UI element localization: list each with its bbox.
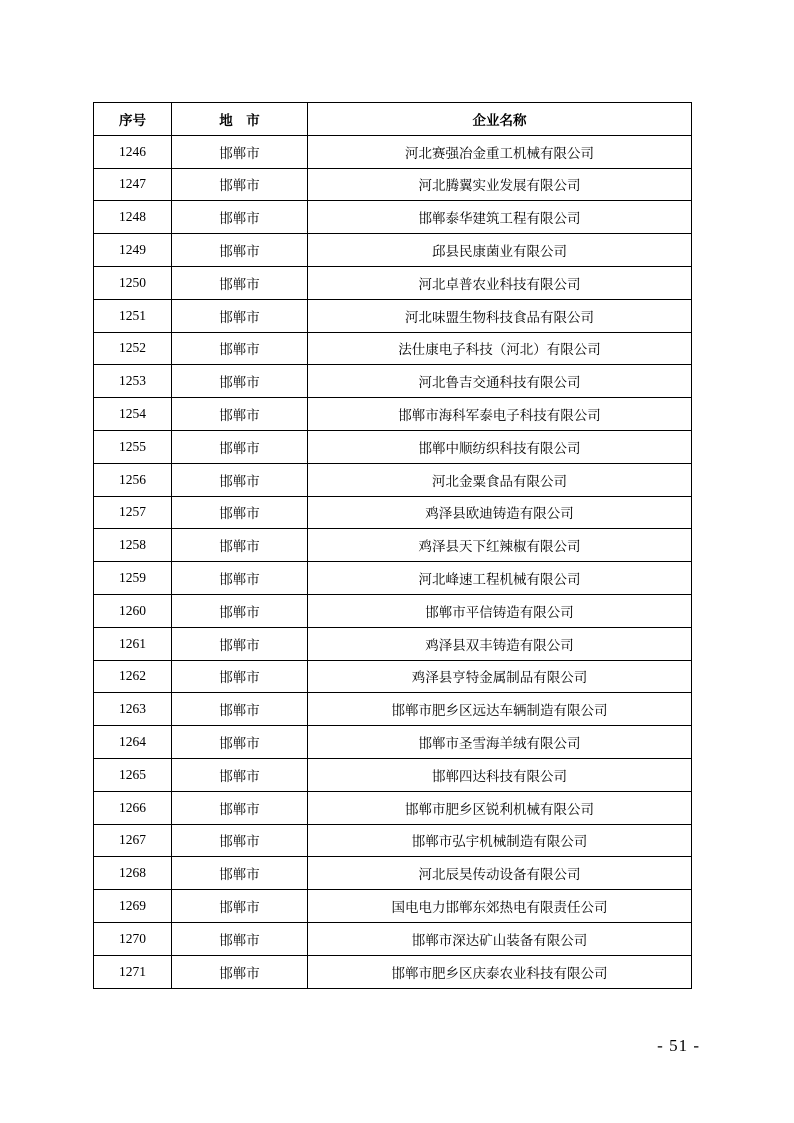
cell-city: 邯郸市 bbox=[172, 332, 308, 365]
cell-city: 邯郸市 bbox=[172, 430, 308, 463]
cell-city: 邯郸市 bbox=[172, 660, 308, 693]
cell-city: 邯郸市 bbox=[172, 890, 308, 923]
cell-company: 河北味盟生物科技食品有限公司 bbox=[308, 299, 692, 332]
cell-seq: 1263 bbox=[94, 693, 172, 726]
cell-city: 邯郸市 bbox=[172, 299, 308, 332]
cell-company: 河北赛强冶金重工机械有限公司 bbox=[308, 135, 692, 168]
table-row bbox=[94, 430, 692, 463]
page-number: - 51 - bbox=[657, 1036, 700, 1055]
cell-city: 邯郸市 bbox=[172, 726, 308, 759]
cell-seq: 1267 bbox=[94, 824, 172, 857]
cell-city: 邯郸市 bbox=[172, 627, 308, 660]
cell-city: 邯郸市 bbox=[172, 824, 308, 857]
cell-seq: 1271 bbox=[94, 955, 172, 988]
cell-seq: 1246 bbox=[94, 135, 172, 168]
cell-seq: 1256 bbox=[94, 463, 172, 496]
cell-city: 邯郸市 bbox=[172, 857, 308, 890]
cell-city: 邯郸市 bbox=[172, 955, 308, 988]
cell-company: 鸡泽县双丰铸造有限公司 bbox=[308, 627, 692, 660]
table-row bbox=[94, 168, 692, 201]
table-row bbox=[94, 955, 692, 988]
cell-seq: 1265 bbox=[94, 758, 172, 791]
cell-company: 邯郸市海科军泰电子科技有限公司 bbox=[308, 398, 692, 431]
table-row bbox=[94, 660, 692, 693]
cell-seq: 1264 bbox=[94, 726, 172, 759]
cell-city: 邯郸市 bbox=[172, 758, 308, 791]
cell-seq: 1269 bbox=[94, 890, 172, 923]
cell-company: 邱县民康菌业有限公司 bbox=[308, 234, 692, 267]
cell-company: 河北腾翼实业发展有限公司 bbox=[308, 168, 692, 201]
cell-city: 邯郸市 bbox=[172, 398, 308, 431]
table-row bbox=[94, 365, 692, 398]
table-row bbox=[94, 201, 692, 234]
table-row bbox=[94, 857, 692, 890]
cell-company: 河北金粟食品有限公司 bbox=[308, 463, 692, 496]
cell-company: 河北卓普农业科技有限公司 bbox=[308, 266, 692, 299]
cell-company: 邯郸市弘宇机械制造有限公司 bbox=[308, 824, 692, 857]
cell-company: 邯郸市平信铸造有限公司 bbox=[308, 594, 692, 627]
cell-company: 鸡泽县欧迪铸造有限公司 bbox=[308, 496, 692, 529]
cell-city: 邯郸市 bbox=[172, 266, 308, 299]
table-row bbox=[94, 758, 692, 791]
cell-city: 邯郸市 bbox=[172, 234, 308, 267]
header-city: 地 市 bbox=[172, 103, 308, 136]
cell-seq: 1258 bbox=[94, 529, 172, 562]
table-row bbox=[94, 693, 692, 726]
cell-company: 国电电力邯郸东郊热电有限责任公司 bbox=[308, 890, 692, 923]
table-row bbox=[94, 234, 692, 267]
cell-company: 河北辰昊传动设备有限公司 bbox=[308, 857, 692, 890]
cell-seq: 1261 bbox=[94, 627, 172, 660]
table-row bbox=[94, 922, 692, 955]
cell-seq: 1257 bbox=[94, 496, 172, 529]
cell-company: 鸡泽县天下红辣椒有限公司 bbox=[308, 529, 692, 562]
cell-seq: 1254 bbox=[94, 398, 172, 431]
cell-city: 邯郸市 bbox=[172, 922, 308, 955]
table-row bbox=[94, 562, 692, 595]
table-row bbox=[94, 594, 692, 627]
cell-city: 邯郸市 bbox=[172, 693, 308, 726]
cell-seq: 1252 bbox=[94, 332, 172, 365]
table-row bbox=[94, 529, 692, 562]
cell-seq: 1259 bbox=[94, 562, 172, 595]
table-row bbox=[94, 463, 692, 496]
cell-city: 邯郸市 bbox=[172, 463, 308, 496]
cell-seq: 1248 bbox=[94, 201, 172, 234]
cell-company: 邯郸市肥乡区远达车辆制造有限公司 bbox=[308, 693, 692, 726]
cell-company: 法仕康电子科技（河北）有限公司 bbox=[308, 332, 692, 365]
cell-city: 邯郸市 bbox=[172, 594, 308, 627]
cell-city: 邯郸市 bbox=[172, 168, 308, 201]
table-row bbox=[94, 890, 692, 923]
cell-company: 河北峰速工程机械有限公司 bbox=[308, 562, 692, 595]
table-row bbox=[94, 135, 692, 168]
cell-city: 邯郸市 bbox=[172, 529, 308, 562]
cell-seq: 1268 bbox=[94, 857, 172, 890]
table-row bbox=[94, 726, 692, 759]
cell-company: 邯郸市深达矿山装备有限公司 bbox=[308, 922, 692, 955]
table-row bbox=[94, 791, 692, 824]
cell-company: 邯郸市圣雪海羊绒有限公司 bbox=[308, 726, 692, 759]
cell-company: 邯郸泰华建筑工程有限公司 bbox=[308, 201, 692, 234]
cell-seq: 1262 bbox=[94, 660, 172, 693]
cell-company: 邯郸市肥乡区锐利机械有限公司 bbox=[308, 791, 692, 824]
cell-seq: 1260 bbox=[94, 594, 172, 627]
table-header bbox=[94, 103, 692, 136]
enterprise-table bbox=[93, 102, 692, 989]
header-row bbox=[94, 103, 692, 136]
cell-company: 邯郸中顺纺织科技有限公司 bbox=[308, 430, 692, 463]
cell-seq: 1251 bbox=[94, 299, 172, 332]
table-row bbox=[94, 824, 692, 857]
cell-city: 邯郸市 bbox=[172, 496, 308, 529]
table-body bbox=[94, 135, 692, 988]
cell-city: 邯郸市 bbox=[172, 562, 308, 595]
header-company: 企业名称 bbox=[308, 103, 692, 136]
cell-city: 邯郸市 bbox=[172, 135, 308, 168]
cell-city: 邯郸市 bbox=[172, 365, 308, 398]
cell-seq: 1249 bbox=[94, 234, 172, 267]
cell-seq: 1255 bbox=[94, 430, 172, 463]
table-row bbox=[94, 299, 692, 332]
cell-city: 邯郸市 bbox=[172, 201, 308, 234]
table-row bbox=[94, 398, 692, 431]
table-row bbox=[94, 627, 692, 660]
cell-city: 邯郸市 bbox=[172, 791, 308, 824]
cell-seq: 1247 bbox=[94, 168, 172, 201]
table-row bbox=[94, 332, 692, 365]
cell-seq: 1250 bbox=[94, 266, 172, 299]
cell-company: 邯郸市肥乡区庆泰农业科技有限公司 bbox=[308, 955, 692, 988]
cell-seq: 1266 bbox=[94, 791, 172, 824]
cell-seq: 1253 bbox=[94, 365, 172, 398]
cell-company: 邯郸四达科技有限公司 bbox=[308, 758, 692, 791]
table-row bbox=[94, 496, 692, 529]
cell-company: 鸡泽县亨特金属制品有限公司 bbox=[308, 660, 692, 693]
header-seq: 序号 bbox=[94, 103, 172, 136]
cell-company: 河北鲁吉交通科技有限公司 bbox=[308, 365, 692, 398]
table-row bbox=[94, 266, 692, 299]
cell-seq: 1270 bbox=[94, 922, 172, 955]
